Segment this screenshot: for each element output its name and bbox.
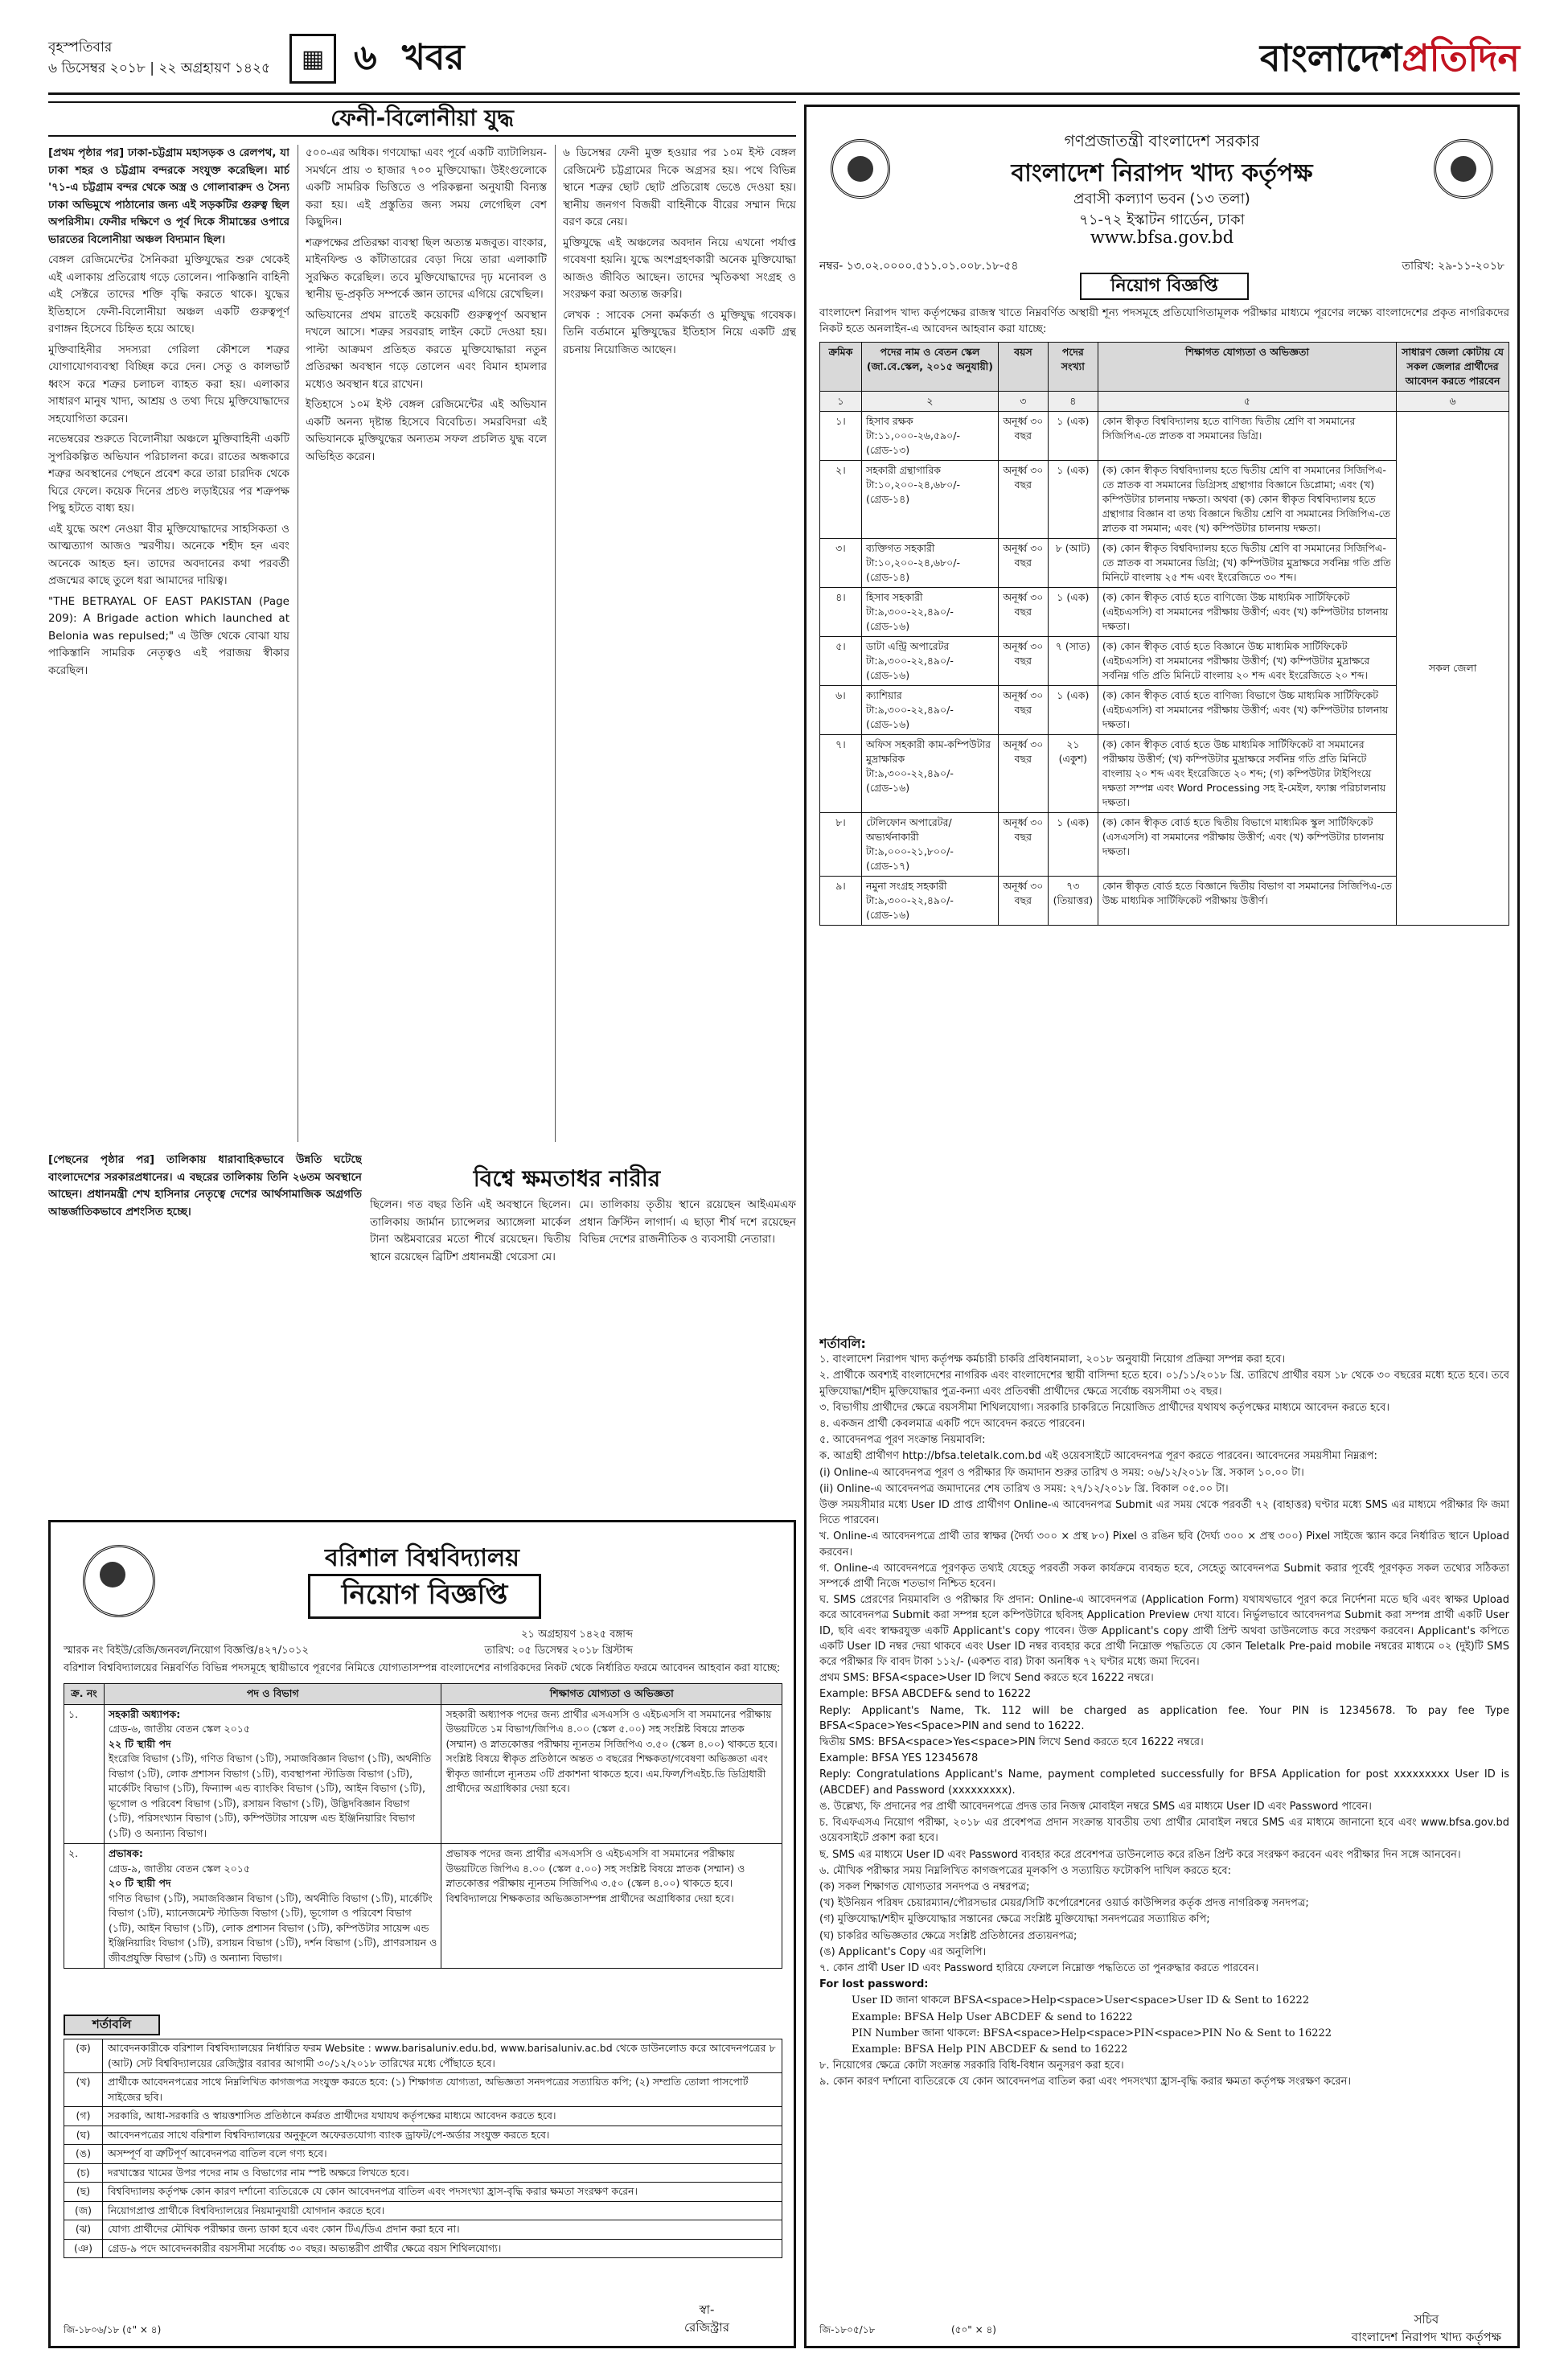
condition-item: ৩. বিভাগীয় প্রার্থীদের ক্ষেত্রে বয়সসীমা শিথিলযোগ্য। সরকারি চাকরিতে নিয়োজিত প্রার্থীদের যথাযথ কর্তৃপক্ষের মাধ্যমে আবেদন করতে হবে।	[819, 1401, 1389, 1414]
column-header: বয়স	[998, 343, 1048, 392]
condition-row	[64, 2220, 782, 2240]
post-post: ব্যক্তিগত সহকারী	[865, 542, 935, 554]
notice-intro: বাংলাদেশ নিরাপদ খাদ্য কর্তৃপক্ষের রাজস্ব খাতে নিম্নবর্ণিত অস্থায়ী শূন্য পদসমূহে প্রতিযোগিতামূলক পরীক্ষার মাধ্যমে পূরণের লক্ষ্যে বাংলাদেশের প্রকৃত নাগরিকদের নিকট হতে অনলাইন-এ আবেদন আহবান করা যাচ্ছে:	[819, 306, 1509, 335]
posts-table	[64, 1683, 782, 1969]
count-cell: ৭ (সাত)	[1048, 637, 1098, 686]
signatory-title: সচিব	[1414, 2312, 1439, 2327]
women-column-3	[579, 1197, 796, 1505]
condition-item: PIN Number জানা থাকলে: BFSA<space>Help<space>PIN<space>PIN No & Sent to 16222	[852, 2027, 1332, 2039]
post-detail: ইংরেজি বিভাগ (১টি), গণিত বিভাগ (১টি), সমাজবিজ্ঞান বিভাগ (১টি), অর্থনীতি বিভাগ (১টি), লোক প্রশাসন বিভাগ (১টি), ব্যবস্থাপনা স্টাডিজ বিভাগ (১টি), মার্কেটিং বিভাগ (১টি), ফিন্যান্স এন্ড ব্যাংকিং বিভাগ (১টি), আইন বিভাগ (১টি), ভূগোল ও পরিবেশ বিভাগ (১টি), রসায়ন বিভাগ (১টি), উদ্ভিদবিজ্ঞান বিভাগ (১টি), পরিসংখ্যান বিভাগ (১টি), কম্পিউটার সায়েন্স এন্ড ইঞ্জিনিয়ারিং বিভাগ (১টি) ও অন্যান্য বিভাগ।	[108, 1752, 432, 1839]
condition-item: Example: BFSA Help User ABCDEF & send to 16222	[852, 2011, 1133, 2023]
condition-item: প্রথম SMS: BFSA<space>User ID লিখে Send করতে হবে 16222 নম্বরে।	[819, 1672, 1154, 1685]
post-scale: টা:৯,৩০০-২২,৪৯০/-	[865, 606, 954, 618]
column-number: ৪	[1048, 392, 1098, 412]
condition-item: Reply: Applicant's Name, Tk. 112 will be charged as application fee. Your PIN is 12345678. To pay fee Type BFSA<Space>Yes<Space>PIN and send to 16222.	[819, 1704, 1509, 1732]
condition-item: ৭. কোন প্রার্থী User ID এবং Password হারিয়ে ফেললে নিম্নোক্ত পদ্ধতিতে তা পুনরুদ্ধার করতে পারবেন।	[819, 1961, 1259, 1974]
condition-text: প্রার্থীকে আবেদনপত্রের সাথে নিম্নলিখিত কাগজপত্র সংযুক্ত করতে হবে: (১) শিক্ষাগত যোগ্যতা, অভিজ্ঞতা সনদপত্রের সত্যায়িত কপি; (২) সম্প্রতি তোলা পাসপোর্ট সাইজের ছবি।	[103, 2073, 782, 2107]
condition-key: (ঘ)	[64, 2126, 103, 2145]
qualification-cell: (ক) কোন স্বীকৃত বিশ্ববিদ্যালয় হতে দ্বিতীয় শ্রেণি বা সমমানের সিজিপিএ-তে স্নাতক বা সমমানের ডিগ্রিসহ গ্রন্থাগার বিজ্ঞানে ডিপ্লোমা; এবং (খ) কম্পিউটার চালনায় দক্ষতা। অথবা (ক) কোন স্বীকৃত বিশ্ববিদ্যালয় হতে গ্রন্থাগার বিজ্ঞান বা তথ্য বিজ্ঞানে দ্বিতীয় শ্রেণি বা সমমানের সিজিপিএ-তে স্নাতক বা সমমান; এবং (খ) কম্পিউটার চালনায় দক্ষতা।	[1098, 461, 1396, 539]
condition-key: (ঞ)	[64, 2239, 103, 2258]
column-divider	[555, 145, 556, 1142]
condition-text: যোগ্য প্রার্থীদের মৌখিক পরীক্ষার জন্য ডাকা হবে এবং কোন টিএ/ডিএ প্রদান করা হবে না।	[103, 2220, 782, 2240]
count-cell: ১ (এক)	[1048, 813, 1098, 877]
signature-block	[1352, 2310, 1501, 2346]
post-cell	[861, 813, 998, 877]
qualification-cell: (ক) কোন স্বীকৃত বোর্ড হতে বিজ্ঞানে উচ্চ মাধ্যমিক সার্টিফিকেট (এইচএসসি) বা সমমানের পরীক্ষায় উত্তীর্ণ; (খ) কম্পিউটার মুদ্রাক্ষরে সর্বনিম্ন গতি প্রতি মিনিটে বাংলায় ২০ শব্দ এবং ইংরেজিতে ২০ শব্দ।	[1098, 637, 1396, 686]
website-link[interactable]: www.bfsa.gov.bd	[1090, 228, 1234, 247]
condition-row	[64, 2073, 782, 2107]
condition-item: Example: BFSA Help PIN ABCDEF & send to 16222	[852, 2043, 1128, 2056]
post-detail: গণিত বিভাগ (১টি), সমাজবিজ্ঞান বিভাগ (১টি), অর্থনীতি বিভাগ (১টি), মার্কেটিং বিভাগ (১টি), ম্যানেজমেন্ট স্টাডিজ বিভাগ (১টি), ভূগোল ও পরিবেশ বিভাগ (১টি), আইন বিভাগ (১টি), লোক প্রশাসন বিভাগ (১টি), কম্পিউটার সায়েন্স এন্ড ইঞ্জিনিয়ারিং বিভাগ (১টি), রসায়ন বিভাগ (১টি), দর্শন বিভাগ (১টি), প্রাণরসায়ন ও জীবপ্রযুক্তি বিভাগ (১টি) ও অন্যান্য বিভাগ।	[108, 1891, 437, 1964]
qualification-cell: (ক) কোন স্বীকৃত বোর্ড হতে উচ্চ মাধ্যমিক সার্টিফিকেট বা সমমানের পরীক্ষায় উত্তীর্ণ; (খ) কম্পিউটার মুদ্রাক্ষরে সর্বনিম্ন গতি প্রতি মিনিটে বাংলায় ২০ শব্দ এবং ইংরেজিতে ২০ শব্দ; (গ) কম্পিউটার টাইপিংয়ে দক্ষতা সম্পন্ন এবং Word Processing সহ ই-মেইল, ফ্যাক্স পরিচালনায় দক্ষতা।	[1098, 735, 1396, 813]
post-grade: (গ্রেড-১৭)	[865, 860, 910, 872]
condition-item: Example: BFSA ABCDEF& send to 16222	[819, 1688, 1032, 1701]
table-row	[820, 412, 1509, 461]
condition-row	[64, 2163, 782, 2183]
serial-cell: ৮।	[820, 813, 862, 877]
condition-text: দরখাস্তের খামের উপর পদের নাম ও বিভাগের নাম স্পষ্ট অক্ষরে লিখতে হবে।	[103, 2163, 782, 2183]
qualification-cell: (ক) কোন স্বীকৃত বোর্ড হতে দ্বিতীয় বিভাগে মাধ্যমিক স্কুল সার্টিফিকেট (এসএসসি) বা সমমানের পরীক্ষায় উত্তীর্ণ; এবং (খ) কম্পিউটার চালনায় দক্ষতা।	[1098, 813, 1396, 877]
condition-item: (ক) সকল শিক্ষাগত যোগ্যতার সনদপত্র ও নম্বরপত্র;	[819, 1880, 1030, 1893]
story-column-3	[563, 145, 796, 1142]
post-grade: (গ্রেড-১৬)	[865, 669, 910, 681]
post-grade: (গ্রেড-১৬)	[865, 782, 910, 794]
post-cell	[104, 1704, 441, 1844]
bfsa-recruitment-ad	[804, 105, 1520, 2348]
qualification-cell: কোন স্বীকৃত বোর্ড হতে বিজ্ঞানে দ্বিতীয় বিভাগ বা সমমানের সিজিপিএ-তে উচ্চ মাধ্যমিক সার্টিফিকেট পরীক্ষায় উত্তীর্ণ।	[1098, 877, 1396, 926]
post-post: অফিস সহকারী কাম-কম্পিউটার মুদ্রাক্ষরিক	[865, 738, 991, 765]
notice-heading: নিয়োগ বিজ্ঞপ্তি	[308, 1574, 541, 1619]
post-cell	[861, 412, 998, 461]
post-scale: টা:১১,০০০-২৬,৫৯০/-	[865, 429, 961, 442]
qualification-cell: প্রভাষক পদের জন্য প্রার্থীর এসএসসি ও এইচএসসি বা সমমানের পরীক্ষায় উভয়টিতে জিপিএ ৪.০০ (স্কেল ৫.০০) সহ সংশ্লিষ্ট বিষয়ে স্নাতক (সম্মান) ও স্নাতকোত্তর পরীক্ষায় ন্যূনতম সিজিপিএ ৩.৫০ (স্কেল ৪.০০) থাকতে হবে। বিশ্ববিদ্যালয়ে শিক্ষকতার অভিজ্ঞতাসম্পন্ন প্রার্থীদের অগ্রাধিকার দেয়া হবে।	[441, 1844, 782, 1969]
conditions-title: শর্তাবলি:	[819, 1336, 866, 1351]
age-cell: অনূর্ধ্ব ৩০ বছর	[998, 813, 1048, 877]
condition-item: ২. প্রার্থীকে অবশ্যই বাংলাদেশের নাগরিক এবং বাংলাদেশের স্থায়ী বাসিন্দা হতে হবে। ০১/১১/২০১৮ খ্রি. তারিখে প্রার্থীর বয়স ১৮ থেকে ৩০ বছরের মধ্যে হতে হবে। তবে মুক্তিযোদ্ধা/শহীদ মুক্তিযোদ্ধার পুত্র-কন্যা এবং প্রতিবন্ধী প্রার্থীদের ক্ষেত্রে সর্বোচ্চ বয়সসীমা ৩২ বছর।	[819, 1370, 1509, 1398]
serial-cell: ২।	[820, 461, 862, 539]
condition-text: আবেদনপত্রের সাথে বরিশাল বিশ্ববিদ্যালয়ের অনুকূলে অফেরতযোগ্য ব্যাংক ড্রাফট/পে-অর্ডার সংযুক্ত করতে হবে।	[103, 2126, 782, 2145]
post-scale: টা:৯,০০০-২১,৮০০/-	[865, 845, 954, 857]
post-cell	[104, 1844, 441, 1969]
story-paragraph: মে। তালিকায় তৃতীয় স্থানে রয়েছেন আইএমএফ প্রধান ক্রিস্টিন লাগার্দ। এ ছাড়া শীর্ষ দশে রয়েছেন বিভিন্ন দেশের রাজনীতিক ও ব্যবসায়ী নেতারা।	[579, 1198, 796, 1246]
column-header: পদের সংখ্যা	[1048, 343, 1098, 392]
condition-row	[64, 2126, 782, 2145]
column-number: ২	[861, 392, 998, 412]
notice-date: তারিখ: ০৫ ডিসেম্বর ২০১৮ খ্রিস্টাব্দ	[484, 1645, 633, 1657]
conditions-title: শর্তাবলি	[64, 2015, 160, 2035]
condition-item: Example: BFSA YES 12345678	[819, 1752, 979, 1765]
condition-item: ৮. নিয়োগের ক্ষেত্রে কোটা সংক্রান্ত সরকারি বিধি-বিধান অনুসরণ করা হবে।	[819, 2060, 1124, 2072]
table-row	[64, 1844, 782, 1969]
column-number: ১	[820, 392, 862, 412]
column-header: ক্র. নং	[64, 1684, 105, 1705]
condition-key: (ছ)	[64, 2183, 103, 2202]
condition-text: গ্রেড-৯ পদে আবেদনকারীর বয়সসীমা সর্বোচ্চ ৩০ বছর। অভ্যন্তরীণ প্রার্থীর ক্ষেত্রে বয়স শিথিলযোগ্য।	[103, 2239, 782, 2258]
story-paragraph: বেঙ্গল রেজিমেন্টের সৈনিকরা মুক্তিযুদ্ধের শুরু থেকেই এই এলাকায় প্রতিরোধ গড়ে তোলেন। পাকিস্তানি বাহিনী এই সেক্টরে তাদের শক্তি বৃদ্ধি করতে থাকে। যুদ্ধের ইতিহাসে ফেনী-বিলোনীয়া অঞ্চল একটি গুরুত্বপূর্ণ রণাঙ্গন হিসেবে চিহ্নিত হয়ে আছে।	[48, 253, 289, 335]
story-paragraph: ছিলেন। গত বছর তিনি এই অবস্থানে ছিলেন। তালিকায় জার্মান চ্যান্সেলর অ্যাঙ্গেলা মার্কেল টানা অষ্টমবারের মতো শীর্ষে রয়েছেন। দ্বিতীয় স্থানে রয়েছেন ব্রিটিশ প্রধানমন্ত্রী থেরেসা মে।	[370, 1198, 571, 1263]
post-cell	[861, 637, 998, 686]
post-scale: গ্রেড-৯, জাতীয় বেতন স্কেল ২০১৫	[108, 1862, 250, 1875]
condition-item: (ঘ) চাকরির অভিজ্ঞতার ক্ষেত্রে সংশ্লিষ্ট প্রতিষ্ঠানের প্রত্যয়নপত্র;	[819, 1929, 1077, 1942]
condition-item: গ. Online-এ আবেদনপত্রে পূরণকৃত তথ্যই যেহেতু পরবর্তী সকল কার্যক্রমে ব্যবহৃত হবে, সেহেতু আবেদনপত্র Submit করার পূর্বেই পূরণকৃত সকল তথ্যের সঠিকতা সম্পর্কে প্রার্থী নিজে শতভাগ নিশ্চিত হবেন।	[819, 1562, 1509, 1591]
condition-item: উক্ত সময়সীমার মধ্যে User ID প্রাপ্ত প্রার্থীগণ Online-এ আবেদনপত্র Submit এর সময় থেকে পরবর্তী ৭২ (বাহাত্তর) ঘণ্টার মধ্যে SMS এর মাধ্যমে পরীক্ষার ফি জমা দিতে পারবেন।	[819, 1499, 1509, 1527]
story-paragraph: [পেছনের পৃষ্ঠার পর] তালিকায় ধারাবাহিকভাবে উন্নতি ঘটেছে বাংলাদেশের সরকারপ্রধানের। এ বছরের তালিকায় তিনি ২৬তম অবস্থানে আছেন। প্রধানমন্ত্রী শেখ হাসিনার নেতৃত্বে দেশের আর্থসামাজিক অগ্রগতি আন্তর্জাতিকভাবে প্রশংসিত হচ্ছে।	[48, 1153, 362, 1218]
page-icon: ▦	[289, 34, 336, 84]
post-cell	[861, 588, 998, 637]
condition-item: (ii) Online-এ আবেদনপত্র জমাদানের শেষ তারিখ ও সময়: ২৭/১২/২০১৮ খ্রি. বিকাল ০৫.০০ টা।	[819, 1482, 1229, 1495]
issue-date	[48, 37, 270, 79]
qualification-cell: কোন স্বীকৃত বিশ্ববিদ্যালয় হতে বাণিজ্য দ্বিতীয় শ্রেণি বা সমমানের সিজিপিএ-তে স্নাতক বা সমমানের ডিগ্রি।	[1098, 412, 1396, 461]
post-scale: গ্রেড-৬, জাতীয় বেতন স্কেল ২০১৫	[108, 1723, 250, 1735]
conditions-table	[64, 2039, 782, 2258]
count-cell: ১ (এক)	[1048, 461, 1098, 539]
post-cell	[861, 539, 998, 588]
age-cell: অনূর্ধ্ব ৩০ বছর	[998, 877, 1048, 926]
serial-cell: ৫।	[820, 637, 862, 686]
condition-row	[64, 2239, 782, 2258]
post-count: ২২ টি স্থায়ী পদ	[108, 1737, 171, 1750]
table-header-row	[820, 343, 1509, 392]
notice-heading: নিয়োগ বিজ্ঞপ্তি	[1080, 273, 1249, 300]
serial-cell: ৯।	[820, 877, 862, 926]
condition-item: ঙ. উল্লেখ্য, ফি প্রদানের পর প্রার্থী আবেদনপত্রে প্রদত্ত তার নিজস্ব মোবাইল নম্বরে SMS এর মাধ্যমে User ID এবং Password পাবেন।	[819, 1800, 1372, 1813]
date-line: ৬ ডিসেম্বর ২০১৮ | ২২ অগ্রহায়ণ ১৪২৫	[48, 60, 271, 76]
column-number: ৬	[1397, 392, 1509, 412]
column-number: ৫	[1098, 392, 1396, 412]
story-paragraph: "THE BETRAYAL OF EAST PAKISTAN (Page 209): A Brigade action which launched at Belonia was repulsed;" এ উক্তি থেকে বোঝা যায় পাকিস্তানি সামরিক নেতৃত্বও এই পরাজয় স্বীকার করেছিল।	[48, 594, 289, 677]
memo-number: স্মারক নং বিইউ/রেজি/জনবল/নিয়োগ বিজ্ঞপ্তি/৪২৭/১০১২	[64, 1645, 309, 1657]
condition-item: চ. বিএফএসএ নিয়োগ পরীক্ষা, ২০১৮ এর প্রবেশপত্র প্রদান সংক্রান্ত যাবতীয় তথ্য প্রার্থীর মোবাইল নম্বরে SMS এর মাধ্যমে জানানো হবে এবং www.bfsa.gov.bd ওয়েবসাইটে প্রকাশ করা হবে।	[819, 1817, 1509, 1845]
signatory-title: রেজিস্ট্রার	[683, 2320, 729, 2335]
barishal-university-ad	[48, 1520, 796, 2348]
condition-item: দ্বিতীয় SMS: BFSA<space>Yes<space>PIN লিখে Send করতে হবে 16222 নম্বরে।	[819, 1736, 1204, 1749]
condition-item: Reply: Congratulations Applicant's Name, payment completed successfully for BFSA Application for post xxxxxxxxx User ID is (ABCDEF) and Password (xxxxxxxxx).	[819, 1768, 1509, 1797]
condition-row	[64, 2107, 782, 2126]
qualification-cell: (ক) কোন স্বীকৃত বোর্ড হতে বাণিজ্য বিভাগে উচ্চ মাধ্যমিক সার্টিফিকেট (এইচএসসি) বা সমমানের পরীক্ষায় উত্তীর্ণ; এবং (খ) কম্পিউটার চালনায় দক্ষতা।	[1098, 686, 1396, 735]
condition-item: ১. বাংলাদেশ নিরাপদ খাদ্য কর্তৃপক্ষ কর্মচারী চাকরি প্রবিধানমালা, ২০১৮ অনুযায়ী নিয়োগ প্রক্রিয়া সম্পন্ন করা হবে।	[819, 1353, 1285, 1366]
condition-key: (ঝ)	[64, 2220, 103, 2240]
condition-item: For lost password:	[819, 1978, 929, 1991]
age-cell: অনূর্ধ্ব ৩০ বছর	[998, 686, 1048, 735]
post-grade: (গ্রেড-১৪)	[865, 493, 910, 505]
column-header: পদ ও বিভাগ	[104, 1684, 441, 1705]
org-name: বরিশাল বিশ্ববিদ্যালয়	[325, 1544, 519, 1572]
column-number-row	[820, 392, 1509, 412]
condition-text: অসম্পূর্ণ বা ত্রুটিপূর্ণ আবেদনপত্র বাতিল বলে গণ্য হবে।	[103, 2145, 782, 2164]
condition-item: (খ) ইউনিয়ন পরিষদ চেয়ারম্যান/পৌরসভার মেয়র/সিটি কর্পোরেশনের ওয়ার্ড কাউন্সিলর কর্তৃক প্রদত্ত নাগরিকত্ব সনদপত্র;	[819, 1897, 1309, 1910]
age-cell: অনূর্ধ্ব ৩০ বছর	[998, 412, 1048, 461]
story-paragraph: ৬ ডিসেম্বর ফেনী মুক্ত হওয়ার পর ১০ম ইস্ট বেঙ্গল রেজিমেন্ট চট্টগ্রামের দিকে অগ্রসর হয়। পথে বিভিন্ন স্থানে শত্রুর ছোট ছোট প্রতিরোধ ভেঙে দেওয়া হয়। স্থানীয় জনগণ বিজয়ী বাহিনীকে বীরের সম্মান দিয়ে বরণ করে নেয়।	[563, 146, 796, 228]
post-count: ২০ টি স্থায়ী পদ	[108, 1877, 171, 1889]
count-cell: ৭৩ (তিয়াত্তর)	[1048, 877, 1098, 926]
post-cell	[861, 461, 998, 539]
notice-intro: বরিশাল বিশ্ববিদ্যালয়ের নিম্নবর্ণিত বিভিন্ন পদসমূহে স্থায়ীভাবে পূরণের নিমিত্তে যোগ্যতাসম্পন্ন বাংলাদেশের নাগরিকদের নিকট থেকে নির্ধারিত ফরমে আবেদন আহবান করা যাচ্ছে:	[64, 1662, 781, 1674]
age-cell: অনূর্ধ্ব ৩০ বছর	[998, 539, 1048, 588]
story-paragraph: ৫০০-এর অধিক। গণযোদ্ধা এবং পূর্বে একটি ব্যাটালিয়ন-সমর্থনে প্রায় ৩ হাজার ৭০০ মুক্তিযোদ্ধা। উইংগুলোকে একটি সামরিক ভিত্তিতে ও পরিকল্পনা অনুযায়ী বিন্যস্ত করা হয়। এই প্রস্তুতির জন্য সময় লেগেছিল বেশ কিছুদিন।	[306, 146, 547, 228]
post-grade: (গ্রেড-১৬)	[865, 718, 910, 730]
condition-key: (ক)	[64, 2039, 103, 2073]
story-paragraph: এই যুদ্ধে অংশ নেওয়া বীর মুক্তিযোদ্ধাদের সাহসিকতা ও আত্মত্যাগ আজও স্মরণীয়। অনেকে শহীদ হন এবং অনেকে আহত হন। তাদের অবদানের কথা পরবর্তী প্রজন্মের কাছে তুলে ধরা আমাদের দায়িত্ব।	[48, 522, 289, 587]
serial-cell: ৪।	[820, 588, 862, 637]
condition-row	[64, 2183, 782, 2202]
post-scale: টা:১০,২০০-২৪,৬৮০/-	[865, 478, 961, 491]
serial-cell: ৩।	[820, 539, 862, 588]
newspaper-logo: বাংলাদেশপ্রতিদিন	[1259, 36, 1520, 80]
story-paragraph: নভেম্বরের শুরুতে বিলোনীয়া অঞ্চলে মুক্তিবাহিনী একটি সুপরিকল্পিত অভিযান পরিচালনা করে। রাতের অন্ধকারে শত্রুর অবস্থানের পেছনে প্রবেশ করে তারা চারদিক থেকে ঘিরে ফেলে। কয়েক দিনের প্রচণ্ড লড়াইয়ের পর শত্রুপক্ষ পিছু হটতে বাধ্য হয়।	[48, 433, 289, 515]
table-row	[64, 1704, 782, 1844]
post-scale: টা:৯,৩০০-২২,৪৯০/-	[865, 704, 954, 716]
district-cell: সকল জেলা	[1397, 412, 1509, 926]
post-post: ডাটা এন্ট্রি অপারেটর	[865, 640, 950, 652]
story-paragraph: মুক্তিবাহিনীর সদস্যরা গেরিলা কৌশলে শত্রুর যোগাযোগব্যবস্থা বিচ্ছিন্ন করে দেন। সেতু ও কালভার্ট ধ্বংস করে শত্রুর চলাচল ব্যাহত করা হয়। এলাকার সাধারণ মানুষ খাদ্য, আশ্রয় ও তথ্য দিয়ে মুক্তিযোদ্ধাদের সহযোগিতা করেন।	[48, 343, 289, 425]
condition-item: (ঙ) Applicant's Copy এর অনুলিপি।	[819, 1945, 987, 1958]
condition-item: ৫. আবেদনপত্র পূরণ সংক্রান্ত নিয়মাবলি:	[819, 1434, 986, 1447]
condition-item: খ. Online-এ আবেদনপত্রে প্রার্থী তার স্বাক্ষর (দৈর্ঘ্য ৩০০ × প্রস্থ ৮০) Pixel ও রঙিন ছবি (দৈর্ঘ্য ৩০০ × প্রস্থ ৩০০) Pixel সাইজে স্ক্যান করে নির্ধারিত স্থানে Upload করবেন।	[819, 1530, 1509, 1559]
signatory-org: বাংলাদেশ নিরাপদ খাদ্য কর্তৃপক্ষ	[1351, 2330, 1501, 2344]
story-paragraph: শত্রুপক্ষের প্রতিরক্ষা ব্যবস্থা ছিল অত্যন্ত মজবুত। বাংকার, মাইনফিল্ড ও কাঁটাতারের বেড়া দিয়ে তারা এলাকাটি সুরক্ষিত করেছিল। তবে মুক্তিযোদ্ধাদের দৃঢ় মনোবল ও স্থানীয় ভূ-প্রকৃতি সম্পর্কে জ্ঞান তাদের এগিয়ে রেখেছিল।	[306, 236, 547, 301]
ad-code: জি-১৮০৬/১৮ (৫" × ৪)	[64, 2324, 162, 2335]
condition-item: (i) Online-এ আবেদনপত্র পূরণ ও পরীক্ষার ফি জমাদান শুরুর তারিখ ও সময়: ০৬/১২/২০১৮ খ্রি. সকাল ১০.০০ টা।	[819, 1466, 1304, 1479]
condition-key: (খ)	[64, 2073, 103, 2107]
condition-text: সরকারি, আধা-সরকারি ও স্বায়ত্তশাসিত প্রতিষ্ঠানে কর্মরত প্রার্থীদের যথাযথ কর্তৃপক্ষের মাধ্যমে আবেদন করতে হবে।	[103, 2107, 782, 2126]
post-grade: (গ্রেড-১৬)	[865, 620, 910, 632]
post-cell	[861, 735, 998, 813]
count-cell: ৮ (আট)	[1048, 539, 1098, 588]
qualification-cell: সহকারী অধ্যাপক পদের জন্য প্রার্থীর এসএসসি ও এইচএসসি বা সমমানের পরীক্ষায় উভয়টিতে ১ম বিভাগ/জিপিএ ৪.০০ (স্কেল ৫.০০) সহ সংশ্লিষ্ট বিষয়ে স্নাতক (সম্মান) ও স্নাতকোত্তর পরীক্ষায় ন্যূনতম সিজিপিএ ৩.৫০ (স্কেল ৪.০০) থাকতে হবে। সংশ্লিষ্ট বিষয়ে স্বীকৃত প্রতিষ্ঠানে অন্তত ৩ বছরের শিক্ষকতা/গবেষণা অভিজ্ঞতা এবং স্বীকৃত জার্নালে ন্যূনতম ৩টি প্রকাশনা থাকতে হবে। এম.ফিল/পিএইচ.ডি ডিগ্রিধারী প্রার্থীদের অগ্রাধিকার দেয়া হবে।	[441, 1704, 782, 1844]
post-post: ক্যাশিয়ার	[865, 689, 902, 701]
org-name: বাংলাদেশ নিরাপদ খাদ্য কর্তৃপক্ষ	[1011, 159, 1313, 187]
masthead	[48, 23, 1520, 95]
post-scale: টা:৯,৩০০-২২,৪৯০/-	[865, 655, 954, 667]
condition-item: ক. আগ্রহী প্রার্থীগণ http://bfsa.teletalk.com.bd এই ওয়েবসাইটে আবেদনপত্র পূরণ করতে পারবেন। আবেদনের সময়সীমা নিম্নরূপ:	[819, 1450, 1377, 1463]
condition-text: নিয়োগপ্রাপ্ত প্রার্থীকে বিশ্ববিদ্যালয়ের নিয়মানুযায়ী যোগদান করতে হবে।	[103, 2201, 782, 2220]
condition-item: (গ) মুক্তিযোদ্ধা/শহীদ মুক্তিযোদ্ধার সন্তানের ক্ষেত্রে সংশ্লিষ্ট মুক্তিযোদ্ধা সনদপত্রের সত্যায়িত কপি;	[819, 1913, 1210, 1926]
section-name: খবর	[402, 37, 465, 78]
story-paragraph: [প্রথম পৃষ্ঠার পর] ঢাকা-চট্টগ্রাম মহাসড়ক ও রেলপথ, যা ঢাকা শহর ও চট্টগ্রাম বন্দরকে সংযুক্ত করেছিল। মার্চ '৭১-এ চট্টগ্রাম বন্দর থেকে অস্ত্র ও গোলাবারুদ ও সৈন্য ঢাকা অভিমুখে পাঠানোর জন্য এই সড়কটির গুরুত্ব ছিল অপরিসীম। ফেনীর দক্ষিণে ও পূর্ব দিকে সীমান্তের ওপারে ভারতের বিলোনীয়া অঞ্চল বিদ্যমান ছিল।	[48, 146, 289, 246]
jobs-table	[819, 342, 1509, 926]
story-paragraph: ইতিহাসে ১০ম ইস্ট বেঙ্গল রেজিমেন্টের এই অভিযান একটি অনন্য দৃষ্টান্ত হিসেবে বিবেচিত। সমরবিদরা এই অভিযানকে মুক্তিযুদ্ধের অন্যতম সফল প্রচলিত যুদ্ধ বলে অভিহিত করেন।	[306, 398, 547, 463]
signature-block	[684, 2301, 729, 2336]
age-cell: অনূর্ধ্ব ৩০ বছর	[998, 637, 1048, 686]
post-post: টেলিফোন অপারেটর/ অভ্যর্থনাকারী	[865, 816, 952, 843]
serial-cell: ৬।	[820, 686, 862, 735]
post-cell	[861, 877, 998, 926]
condition-item: ৪. একজন প্রার্থী কেবলমাত্র একটি পদে আবেদন করতে পারবেন।	[819, 1418, 1086, 1431]
condition-item: ঘ. SMS প্রেরণের নিয়মাবলি ও পরীক্ষার ফি প্রদান: Online-এ আবেদনপত্র (Application Form) যথাযথভাবে পূরণ করে নির্দেশনা মতে ছবি এবং স্বাক্ষর Upload করে আবেদনপত্র Submit করা সম্পন্ন হলে কম্পিউটারে ছবিসহ Application Preview দেখা যাবে। নির্ভুলভাবে আবেদনপত্র Submit করা সম্পন্ন প্রার্থী একটি User ID, ছবি এবং স্বাক্ষরযুক্ত একটি Applicant's copy পাবেন। উক্ত Applicant's copy প্রার্থী প্রিন্ট অথবা ডাউনলোড করে সংরক্ষণ করবেন। Applicant's কপিতে একটি User ID নম্বর দেয়া থাকবে এবং User ID নম্বর ব্যবহার করে প্রার্থী নিম্নোক্ত পদ্ধতিতে যে কোন Teletalk Pre-paid mobile নম্বরের মাধ্যমে ০২ (দুই)টি SMS করে পরীক্ষার ফি বাবদ টাকা ১১২/- (একশত বার) টাকা অনধিক ৭২ ঘণ্টার মধ্যে জমা দিবেন।	[819, 1594, 1509, 1669]
ad-code: জি-১৮০৫/১৮	[819, 2324, 876, 2335]
post-grade: (গ্রেড-১৪)	[865, 571, 910, 583]
page-number: ৬	[354, 37, 377, 78]
memo-number: নম্বর- ১৩.০২.০০০০.৫১১.০১.০০৮.১৮-৫৪	[819, 260, 1019, 273]
condition-key: (চ)	[64, 2163, 103, 2183]
post-post: হিসাব রক্ষক	[865, 415, 913, 427]
age-cell: অনূর্ধ্ব ৩০ বছর	[998, 461, 1048, 539]
conditions-section	[819, 1329, 1509, 2302]
story-column-1	[48, 145, 289, 1142]
column-number: ৩	[998, 392, 1048, 412]
women-column-1	[48, 1152, 362, 1505]
story-paragraph: লেখক : সাবেক সেনা কর্মকর্তা ও মুক্তিযুদ্ধ গবেষক। তিনি বর্তমানে মুক্তিযুদ্ধের ইতিহাস নিয়ে একটি গ্রন্থ রচনায় নিয়োজিত আছেন।	[563, 308, 796, 356]
post-title: প্রভাষক:	[108, 1847, 143, 1859]
condition-row	[64, 2201, 782, 2220]
table-header-row	[64, 1684, 782, 1705]
story-paragraph: অভিযানের প্রথম রাতেই কয়েকটি গুরুত্বপূর্ণ অবস্থান দখলে আসে। শত্রুর সরবরাহ লাইন কেটে দেওয়া হয়। পাল্টা আক্রমণ প্রতিহত করতে মুক্তিযোদ্ধারা নতুন প্রতিরক্ষা অবস্থান গড়ে তোলেন এবং বিমান হামলার মধ্যেও অবস্থান ধরে রাখেন।	[306, 308, 547, 391]
condition-item: ৬. মৌখিক পরীক্ষার সময় নিম্নলিখিত কাগজপত্রের মূলকপি ও সত্যায়িত ফটোকপি দাখিল করতে হবে:	[819, 1864, 1231, 1877]
serial-cell: ১.	[64, 1704, 105, 1844]
count-cell: ১ (এক)	[1048, 412, 1098, 461]
post-grade: (গ্রেড-১৬)	[865, 909, 910, 921]
condition-key: (জ)	[64, 2201, 103, 2220]
column-header: সাধারণ জেলা কোটায় যে সকল জেলার প্রার্থীদের আবেদন করতে পারবেন	[1397, 343, 1509, 392]
column-header: শিক্ষাগত যোগ্যতা ও অভিজ্ঞতা	[1098, 343, 1396, 392]
condition-text: বিশ্ববিদ্যালয় কর্তৃপক্ষ কোন কারণ দর্শানো ব্যতিরেকে যে কোন আবেদনপত্র বাতিল এবং পদসংখ্যা হ্রাস-বৃদ্ধি করার ক্ষমতা সংরক্ষণ করেন।	[103, 2183, 782, 2202]
age-cell: অনূর্ধ্ব ৩০ বছর	[998, 735, 1048, 813]
notice-date: তারিখ: ২৯-১১-২০১৮	[1402, 260, 1504, 273]
condition-item: ছ. SMS এর মাধ্যমে User ID এবং Password ব্যবহার করে প্রবেশপত্র ডাউনলোড করে রঙিন প্রিন্ট করে সংরক্ষণ করবেন এবং পরীক্ষার দিন সঙ্গে আনবেন।	[819, 1848, 1461, 1861]
column-header: শিক্ষাগত যোগ্যতা ও অভিজ্ঞতা	[441, 1684, 782, 1705]
serial-cell: ২.	[64, 1844, 105, 1969]
condition-text: আবেদনকারীকে বরিশাল বিশ্ববিদ্যালয়ের নির্ধারিত ফরম Website : www.barisaluniv.edu.bd, www.barisaluniv.ac.bd থেকে ডাউনলোড করে আবেদনপত্রের ৮ (আট) সেট বিশ্ববিদ্যালয়ের রেজিস্ট্রার বরাবর আগামী ৩০/১২/২০১৮ তারিখের মধ্যে পৌঁছাতে হবে।	[103, 2039, 782, 2073]
condition-row	[64, 2145, 782, 2164]
post-post: নমুনা সংগ্রহ সহকারী	[865, 880, 947, 892]
age-cell: অনূর্ধ্ব ৩০ বছর	[998, 588, 1048, 637]
serial-cell: ৭।	[820, 735, 862, 813]
ad-size: (৫০" × ৪)	[951, 2324, 996, 2335]
post-grade: (গ্রেড-১৩)	[865, 444, 910, 456]
qualification-cell: (ক) কোন স্বীকৃত বোর্ড হতে বাণিজ্যে উচ্চ মাধ্যমিক সার্টিফিকেট (এইচএসসি) বা সমমানের পরীক্ষায় উত্তীর্ণ; এবং (খ) কম্পিউটার চালনায় দক্ষতা।	[1098, 588, 1396, 637]
serial-cell: ১।	[820, 412, 862, 461]
women-column-2	[370, 1197, 571, 1505]
condition-item: ৯. কোন কারণ দর্শানো ব্যতিরেকে যে কোন আবেদনপত্র বাতিল করা এবং পদসংখ্যা হ্রাস-বৃদ্ধি করার ক্ষমতা কর্তৃপক্ষ সংরক্ষণ করেন।	[819, 2076, 1351, 2089]
post-cell	[861, 686, 998, 735]
condition-key: (গ)	[64, 2107, 103, 2126]
column-header: ক্রমিক	[820, 343, 862, 392]
post-post: হিসাব সহকারী	[865, 591, 923, 603]
gov-name: গণপ্রজাতন্ত্রী বাংলাদেশ সরকার	[1064, 131, 1260, 150]
post-scale: টা:১০,২০০-২৪,৬৮০/-	[865, 557, 961, 569]
condition-key: (ঙ)	[64, 2145, 103, 2164]
weekday: বৃহস্পতিবার	[48, 39, 113, 55]
count-cell: ২১ (একুশ)	[1048, 735, 1098, 813]
count-cell: ১ (এক)	[1048, 588, 1098, 637]
post-scale: টা:৯,৩০০-২২,৪৯০/-	[865, 767, 954, 779]
bangla-date: ২১ অগ্রহায়ণ ১৪২৫ বঙ্গাব্দ	[521, 1629, 633, 1641]
signature-label: স্বা-	[699, 2302, 715, 2317]
post-post: সহকারী গ্রন্থাগারিক	[865, 464, 941, 476]
condition-item: User ID জানা থাকলে BFSA<space>Help<space>User<space>User ID & Sent to 16222	[852, 1994, 1310, 2007]
condition-row	[64, 2039, 782, 2073]
qualification-cell: (ক) কোন স্বীকৃত বিশ্ববিদ্যালয় হতে দ্বিতীয় শ্রেণি বা সমমানের সিজিপিএ-তে স্নাতক বা সমমানের ডিগ্রি; (খ) কম্পিউটার মুদ্রাক্ষরে সর্বনিম্ন গতি প্রতি মিনিটে বাংলায় ২৫ শব্দ এবং ইংরেজিতে ৩০ শব্দ।	[1098, 539, 1396, 588]
story-column-2	[306, 145, 547, 1142]
address-line: ৭১-৭২ ইস্কাটন গার্ডেন, ঢাকা	[1079, 212, 1245, 228]
address-line: প্রবাসী কল্যাণ ভবন (১৩ তলা)	[1073, 191, 1250, 207]
count-cell: ১ (এক)	[1048, 686, 1098, 735]
post-scale: টা:৯,৩০০-২২,৪৯০/-	[865, 894, 954, 906]
post-title: সহকারী অধ্যাপক:	[108, 1707, 181, 1720]
story-title: ফেনী-বিলোনীয়া যুদ্ধ	[48, 101, 796, 137]
women-story-title: বিশ্বে ক্ষমতাধর নারীর	[473, 1165, 661, 1192]
story-paragraph: মুক্তিযুদ্ধে এই অঞ্চলের অবদান নিয়ে এখনো পর্যাপ্ত গবেষণা হয়নি। যুদ্ধে অংশগ্রহণকারী অনেক মুক্তিযোদ্ধা আজও জীবিত আছেন। তাদের স্মৃতিকথা সংগ্রহ ও সংরক্ষণ করা অত্যন্ত জরুরি।	[563, 236, 796, 301]
column-header: পদের নাম ও বেতন স্কেল (জা.বে.স্কেল, ২০১৫ অনুযায়ী)	[861, 343, 998, 392]
